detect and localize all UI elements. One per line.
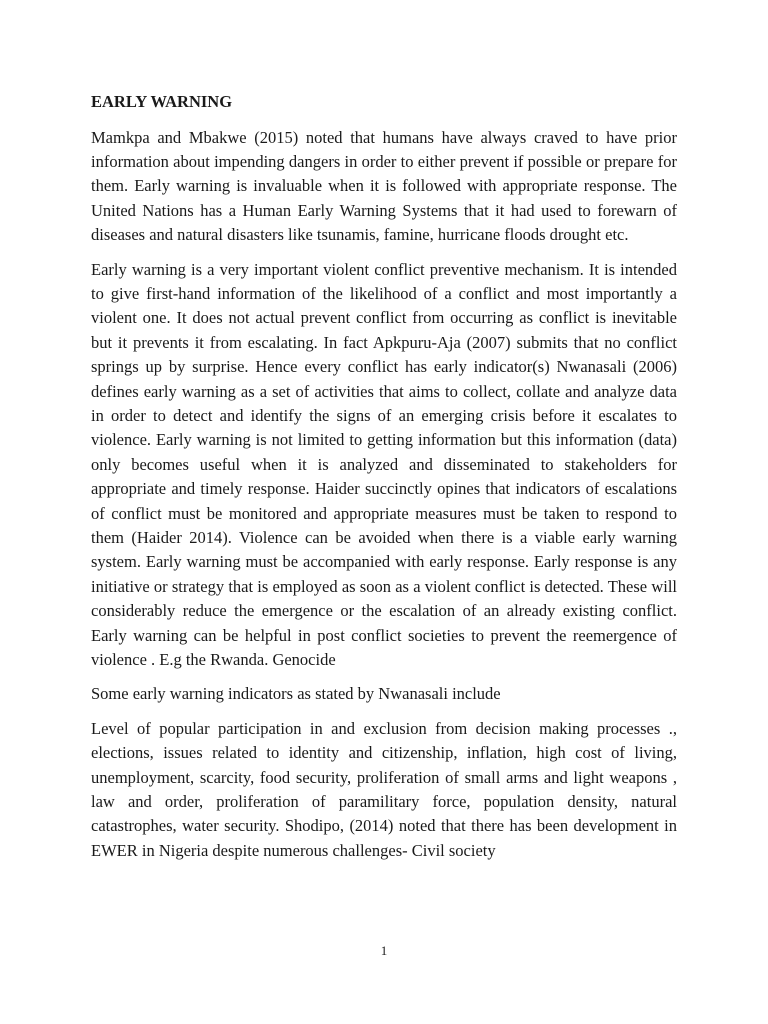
document-body: [91, 90, 677, 873]
paragraph-indicators-intro: Some early warning indicators as stated by Nwanasali include: [91, 684, 501, 704]
section-heading: EARLY WARNING: [91, 92, 233, 111]
paragraph-indicators-list: Level of popular participation in and exclusion from decision making processes ., elections, issues related to identity and citizenship, inflation, high cost of living, unemployment, scarcity, food security, proliferation of small arms and light weapons , law and order, proliferation of paramilitary force, population density, natural catastrophes, water security. Shodipo, (2014) noted that there has been development in EWER in Nigeria despite numerous challenges- Civil society: [91, 718, 677, 860]
paragraph-intro: Mamkpa and Mbakwe (2015) noted that humans have always craved to have prior information about impending dangers in order to either prevent if possible or prepare for them. Early warning is invaluable when it is followed with appropriate response. The United Nations has a Human Early Warning Systems that it had used to forewarn of diseases and natural disasters like tsunamis, famine, hurricane floods drought etc.: [91, 127, 677, 245]
page-number: 1: [380, 943, 388, 958]
paragraph-definition: Early warning is a very important violent conflict preventive mechanism. It is intended to give first-hand information of the likelihood of a conflict and most importantly a violent one. It does not actual prevent conflict from occurring as conflict is inevitable but it prevents it from escalating. In fact Apkpuru-Aja (2007) submits that no conflict springs up by surprise. Hence every conflict has early indicator(s) Nwanasali (2006) defines early warning as a set of activities that aims to collect, collate and analyze data in order to detect and identify the signs of an emerging crisis before it escalates to violence. Early warning is not limited to getting information but this information (data) only becomes useful when it is analyzed and disseminated to stakeholders for appropriate and timely response. Haider succinctly opines that indicators of escalations of conflict must be monitored and appropriate measures must be taken to respond to them (Haider 2014). Violence can be avoided when there is a viable early warning system. Early warning must be accompanied with early response. Early response is any initiative or strategy that is employed as soon as a violent conflict is detected. These will considerably reduce the emergence or the escalation of an already existing conflict. Early warning can be helpful in post conflict societies to prevent the reemergence of violence . E.g the Rwanda. Genocide: [91, 259, 677, 670]
